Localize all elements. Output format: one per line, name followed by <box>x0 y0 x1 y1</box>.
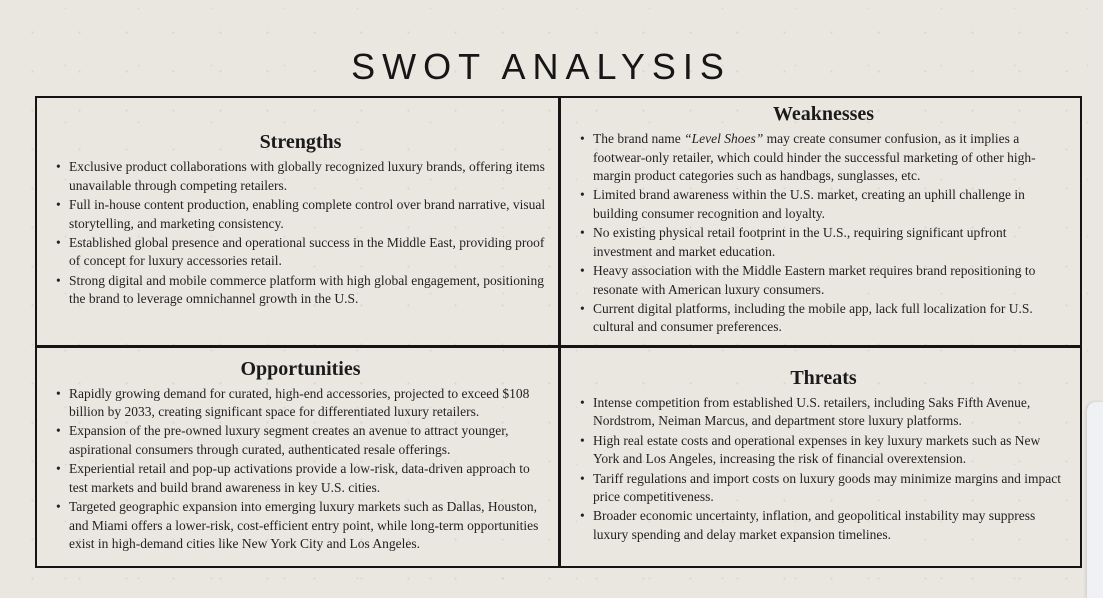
quadrant-heading-threats: Threats <box>790 366 857 389</box>
quadrant-threats <box>561 348 1080 566</box>
bullet-item: • Tariff regulations and import costs on luxury goods may minimize margins and impact price competitiveness. <box>579 470 1068 507</box>
bullet-item: • Established global presence and operational success in the Middle East, providing proof of concept for luxury accessories retail. <box>55 234 546 271</box>
bullet-item: • Limited brand awareness within the U.S. market, creating an uphill challenge in building consumer recognition and loyalty. <box>579 186 1068 223</box>
bullet-item: • Broader economic uncertainty, inflation, and geopolitical instability may suppress luxury spending and delay market expansion timelines. <box>579 507 1068 544</box>
bullet-item: • No existing physical retail footprint in the U.S., requiring significant upfront investment and market education. <box>579 224 1068 261</box>
overlay-panel-edge[interactable] <box>1087 402 1103 598</box>
quadrant-list-strengths <box>55 158 546 309</box>
page-title: SWOT ANALYSIS <box>351 46 731 88</box>
quadrant-opportunities <box>37 348 561 566</box>
bullet-item: • Intense competition from established U.S. retailers, including Saks Fifth Avenue, Nordstrom, Neiman Marcus, and department store luxury platforms. <box>579 394 1068 431</box>
quadrant-list-threats <box>579 394 1068 545</box>
quadrant-heading-strengths: Strengths <box>259 131 342 154</box>
quadrant-weaknesses <box>561 98 1080 348</box>
quadrant-heading-weaknesses: Weaknesses <box>772 103 875 126</box>
bullet-item: • Full in-house content production, enabling complete control over brand narrative, visual storytelling, and marketing consistency. <box>55 196 546 233</box>
bullet-item: • Targeted geographic expansion into emerging luxury markets such as Dallas, Houston, and Miami offers a lower-risk, cost-efficient entry point, while long-term opportunities exist in high-demand cities like New York City and Los Angeles. <box>55 498 546 553</box>
quadrant-heading-opportunities: Opportunities <box>240 357 361 380</box>
quadrant-list-weaknesses <box>579 130 1068 337</box>
quadrant-list-opportunities <box>55 385 546 555</box>
bullet-item: • Strong digital and mobile commerce platform with high global engagement, positioning the brand to leverage omnichannel growth in the U.S. <box>55 272 546 309</box>
bullet-item: • The brand name “Level Shoes” may create consumer confusion, as it implies a footwear-only retailer, which could hinder the successful marketing of other high-margin product categories such as handbags, sunglasses, etc. <box>579 130 1068 185</box>
swot-matrix <box>35 96 1082 568</box>
bullet-item: • Rapidly growing demand for curated, high-end accessories, projected to exceed $108 billion by 2033, creating significant space for differentiated luxury retailers. <box>55 385 546 422</box>
bullet-item: • Current digital platforms, including the mobile app, lack full localization for U.S. cultural and consumer preferences. <box>579 300 1068 337</box>
bullet-item: • Heavy association with the Middle Eastern market requires brand repositioning to resonate with American luxury consumers. <box>579 262 1068 299</box>
bullet-item: • Experiential retail and pop-up activations provide a low-risk, data-driven approach to test markets and build brand awareness in key U.S. cities. <box>55 460 546 497</box>
bullet-item: • Expansion of the pre-owned luxury segment creates an avenue to attract younger, aspirational consumers through curated, authenticated resale offerings. <box>55 422 546 459</box>
quadrant-strengths <box>37 98 561 348</box>
bullet-item: • Exclusive product collaborations with globally recognized luxury brands, offering items unavailable through competing retailers. <box>55 158 546 195</box>
bullet-item: • High real estate costs and operational expenses in key luxury markets such as New York and Los Angeles, increasing the risk of financial overextension. <box>579 432 1068 469</box>
